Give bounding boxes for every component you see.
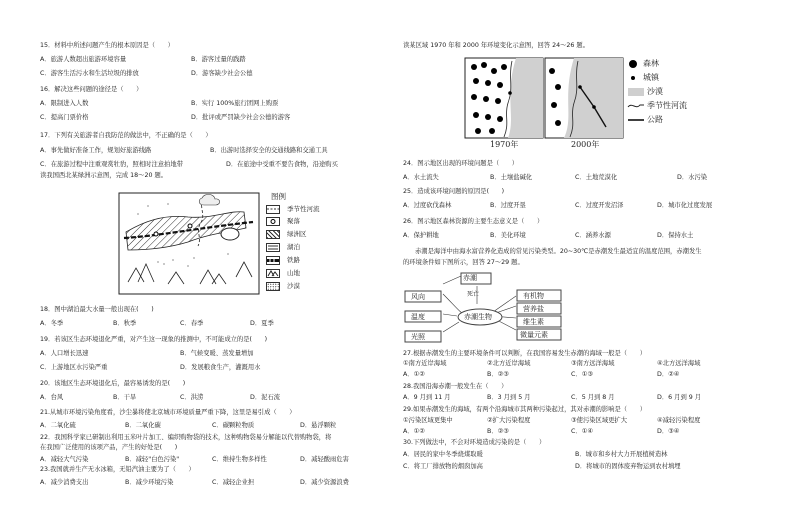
q18-option-c: C．春季 bbox=[180, 320, 204, 327]
q27-option-c: C．①③ bbox=[571, 371, 593, 378]
q21-option-a: A．二氧化硫 bbox=[40, 422, 76, 429]
q29-item-1: ①污染区域更集中 bbox=[403, 417, 453, 424]
q19-option-c: C．上游地区水污染严重 bbox=[40, 364, 108, 371]
map-label-2000: 2000年 bbox=[571, 140, 600, 149]
q25-option-b: B．过度开垦 bbox=[490, 202, 526, 209]
q28-option-d: D．6 月到 9 月 bbox=[657, 394, 702, 401]
legend-mountain-icon bbox=[266, 269, 280, 278]
q18-option-b: B．秋季 bbox=[113, 320, 137, 327]
q17-option-b: B．出游时选择安全的交通线路和交通工具 bbox=[210, 147, 328, 154]
q27-stem: 27.根据赤潮发生的主要环境条件可以判断，在我国容易发生赤潮的海域一般是（ ） bbox=[403, 350, 646, 357]
q16-stem: 16．解决这些问题的途径是（ ） bbox=[40, 86, 143, 93]
q25-option-d: D．城市化过度发展 bbox=[657, 202, 713, 209]
settlement bbox=[188, 224, 192, 228]
q15-option-a: A．旅游人数超出旅游环境容量 bbox=[40, 56, 127, 63]
q28-option-a: A．9 月到 11 月 bbox=[403, 394, 451, 401]
q27-item-2: ②北方近岸海域 bbox=[487, 360, 531, 367]
q16-option-b: B．实行 100%旅行团网上购票 bbox=[191, 100, 279, 107]
legend-label: 绿洲区 bbox=[287, 230, 307, 238]
q28-option-b: B．3 月到 5 月 bbox=[487, 394, 531, 401]
q27-option-a: A．①② bbox=[403, 371, 425, 378]
lake bbox=[221, 228, 239, 240]
q18-option-d: D．夏季 bbox=[250, 320, 274, 327]
legend-label: 季节性河流 bbox=[647, 101, 687, 110]
diagram-left-3: 光照 bbox=[411, 333, 425, 341]
q23-option-a: A．减少消费支出 bbox=[40, 479, 89, 486]
q20-option-b: B．干旱 bbox=[113, 394, 137, 401]
q26-option-b: B．美化环境 bbox=[490, 232, 526, 239]
q25-stem: 25．造成该环境问题的原因是( ) bbox=[403, 188, 505, 195]
q23-option-c: C．减轻企业担 bbox=[212, 479, 255, 486]
q23-option-d: D．减少资源浪费 bbox=[300, 479, 349, 486]
q25-option-a: A．过度砍伐森林 bbox=[403, 202, 452, 209]
q29-item-3: ③使污染区域更扩大 bbox=[571, 417, 628, 424]
diagram-center: 赤潮生物 bbox=[464, 313, 492, 321]
intro-27-29-line1: 赤潮是海洋中由海水富营养化造成的常见污染类型。20~30℃是赤潮发生最适宜的温度范围，赤潮发生 bbox=[415, 248, 702, 255]
q29-stem: 29.如果赤潮发生的海域，有两个沿海城市其两种污染起过，其对赤潮的影响是（ ） bbox=[403, 406, 646, 413]
red-tide-diagram bbox=[401, 272, 591, 346]
q22-stem-line2: 在我国广泛使用的该项产品，产生的好处是( ) bbox=[40, 444, 178, 451]
diagram-right-2: 营养盐 bbox=[523, 305, 544, 313]
q27-option-d: D．②④ bbox=[657, 371, 680, 378]
q22-option-c: C．维持生物多样性 bbox=[212, 456, 267, 463]
q15-option-b: B．游客过量的践踏 bbox=[191, 56, 246, 63]
forest-icon bbox=[627, 59, 639, 69]
q20-option-d: D．泥石流 bbox=[250, 394, 281, 401]
legend-lake-icon bbox=[266, 243, 280, 252]
q24-stem: 24．图示地区出现的环境问题是（ ） bbox=[403, 160, 519, 167]
q29-option-c: C．①④ bbox=[571, 428, 593, 435]
q20-option-a: A．台风 bbox=[40, 394, 64, 401]
q25-option-c: C．过度开发沼泽 bbox=[575, 202, 624, 209]
diagram-left-2: 温度 bbox=[411, 313, 425, 321]
q16-option-a: A．限制进入人数 bbox=[40, 100, 89, 107]
q30-option-b: B．城市和乡村大力开展植树造林 bbox=[575, 451, 668, 458]
legend-label: 沙漠 bbox=[287, 282, 300, 290]
intro-18-20: 读我国西北某绿洲示意图，完成 18～20 题。 bbox=[40, 172, 168, 179]
q21-option-d: D．悬浮颗粒 bbox=[300, 422, 337, 429]
river-icon bbox=[627, 101, 645, 111]
q20-option-c: C．洪涝 bbox=[180, 394, 204, 401]
diagram-right-1: 有机物 bbox=[523, 292, 544, 300]
q26-option-a: A．保护耕地 bbox=[403, 232, 439, 239]
intro-24-26: 读某区域 1970 年和 2000 年环境变化示意图，回答 24～26 题。 bbox=[403, 42, 590, 49]
legend-label: 沙漠 bbox=[647, 87, 663, 96]
q22-option-a: A．减轻大气污染 bbox=[40, 456, 89, 463]
legend-railway-icon bbox=[266, 256, 280, 265]
map-2000 bbox=[544, 57, 624, 139]
q30-stem: 30.下列做法中，不会对环境造成污染的是（ ） bbox=[403, 439, 546, 446]
town-icon bbox=[627, 73, 639, 83]
legend-oasis-icon bbox=[266, 230, 280, 239]
q29-option-a: A．①② bbox=[403, 428, 425, 435]
q27-item-1: ①南方近岸海域 bbox=[403, 360, 447, 367]
q30-option-c: C．将工厂排放物的烟囱加高 bbox=[403, 463, 483, 470]
q17-option-c: C．在旅游过程中注重观赏牡豹，照相时注意拍地带 bbox=[40, 161, 183, 168]
intro-27-29-line2: 的环境条件如下图所示，回答 27～29 题。 bbox=[403, 259, 524, 266]
legend-river-icon bbox=[266, 205, 280, 214]
legend-label: 季节性河流 bbox=[287, 205, 320, 213]
q28-stem: 28.我国沿海赤潮一般发生在（ ） bbox=[403, 383, 508, 390]
legend-label: 铁路 bbox=[287, 256, 300, 264]
q22-option-b: B．减轻"白色污染" bbox=[125, 456, 180, 463]
q29-item-4: ④减轻污染程度 bbox=[657, 417, 701, 424]
q29-item-2: ②扩大污染程度 bbox=[487, 417, 531, 424]
q24-option-b: B．土壤盐碱化 bbox=[490, 174, 533, 181]
legend-desert-icon bbox=[266, 282, 280, 291]
q30-option-d: D．将城市的固体废弃物运到农村填埋 bbox=[575, 463, 681, 470]
q27-item-4: ④北方远洋海域 bbox=[657, 360, 701, 367]
q19-option-b: B．气候变暖、蒸发量增加 bbox=[180, 350, 254, 357]
q24-option-a: A．水土流失 bbox=[403, 174, 439, 181]
q17-stem: 17．下列有关旅游者自我防范的做法中，不正确的是（ ） bbox=[40, 132, 212, 139]
legend-label: 森林 bbox=[643, 59, 659, 68]
q18-option-a: A．冬季 bbox=[40, 320, 64, 327]
oasis-map bbox=[118, 192, 260, 295]
q21-option-c: C．碳颗粒物质 bbox=[212, 422, 255, 429]
q28-option-c: C．5 月到 8 月 bbox=[571, 394, 615, 401]
q17-option-d: D．在旅途中受重不要告食物，沿途购买 bbox=[226, 161, 338, 168]
diagram-right-4: 微量元素 bbox=[520, 331, 548, 339]
q19-option-d: D．发展粮食生产，灌溉用水 bbox=[180, 364, 261, 371]
desert-icon bbox=[628, 88, 644, 96]
legend-label: 公路 bbox=[647, 115, 663, 124]
diagram-top: 赤潮 bbox=[463, 274, 477, 282]
legend-label: 聚落 bbox=[287, 217, 300, 225]
q20-stem: 20．该地区生态环境退化后，最容易诱发的是( ) bbox=[40, 380, 186, 387]
q27-item-3: ③南方远洋海域 bbox=[571, 360, 615, 367]
map-label-1970: 1970年 bbox=[490, 140, 519, 149]
q16-option-d: D．批评或严罚缺少社会公德的游客 bbox=[191, 114, 291, 121]
q15-stem: 15．材料中所述问题产生的根本原因是（ ） bbox=[40, 42, 174, 49]
q24-option-d: D．水污染 bbox=[677, 174, 708, 181]
diagram-left-1: 风向 bbox=[411, 293, 425, 301]
q15-option-c: C．游客生活污水和生活垃圾的排放 bbox=[40, 70, 139, 77]
q17-option-a: A．事先做好准备工作，规划好旅游线路 bbox=[40, 147, 152, 154]
q26-stem: 26．图示地区森林资源的主要生态意义是（ ） bbox=[403, 218, 544, 225]
q24-option-c: C．土地荒漠化 bbox=[575, 174, 618, 181]
legend-label: 山地 bbox=[287, 269, 300, 277]
q21-option-b: B．二氧化碳 bbox=[125, 422, 161, 429]
q26-option-c: C．涵养水源 bbox=[575, 232, 611, 239]
legend-settlement-icon bbox=[266, 217, 280, 226]
settlement bbox=[154, 232, 158, 236]
q19-option-a: A．人口增长迅速 bbox=[40, 350, 89, 357]
legend-label: 城镇 bbox=[643, 73, 659, 82]
q29-option-b: B．②③ bbox=[487, 428, 509, 435]
q15-option-d: D．游客缺少社会公德 bbox=[191, 70, 253, 77]
q19-stem: 19．若该区生态环境退化严重，对产生这一现象的推测中，不可能成立的是( ) bbox=[40, 336, 268, 343]
road-icon bbox=[627, 115, 645, 125]
q23-option-b: B．减少环境污染 bbox=[125, 479, 174, 486]
q29-option-d: D．③④ bbox=[657, 428, 680, 435]
map-1970 bbox=[464, 57, 544, 139]
q26-option-d: D．保持水土 bbox=[657, 232, 694, 239]
diagram-right-3: 维生素 bbox=[523, 318, 544, 326]
diagram-death: 死亡 bbox=[467, 291, 480, 298]
q18-stem: 18．图中湖泊最大水量一般出现在( ) bbox=[40, 306, 154, 313]
legend-label: 湖泊 bbox=[287, 243, 300, 251]
oasis-legend-title: 图例 bbox=[271, 192, 286, 201]
q21-stem: 21.从城市环境污染角度看，沙尘暴将使北京城市环境质量严重下降，这里是易引成（ ） bbox=[40, 409, 296, 416]
q23-stem: 23.我国就并生产无水冰箱，无铅汽油主要为了（ ） bbox=[40, 466, 195, 473]
q22-option-d: D．减轻酸雨危害 bbox=[300, 456, 349, 463]
q16-option-c: C．提高门票价格 bbox=[40, 114, 89, 121]
q22-stem: 22．我国科学家已研制出利用玉米叶片加工、编织购物袋的技术，这种购物袋易分解能以代替购物袋，将 bbox=[40, 434, 332, 441]
q27-option-b: B．②③ bbox=[487, 371, 509, 378]
q30-option-a: A．居民的家中冬季烧煤取暖 bbox=[403, 451, 483, 458]
